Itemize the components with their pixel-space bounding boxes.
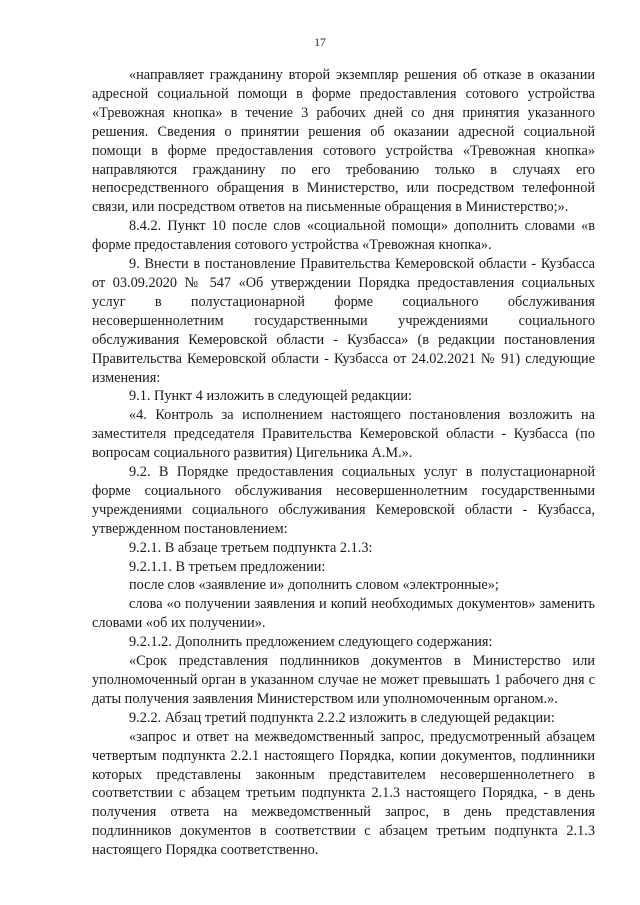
paragraph-9: 9. Внести в постановление Правительства Кемеровской области - Кузбасса от 03.09.2020 № 547 «Об утверждении Порядка предоставления социальных услуг в полустационарной форме социального обслуживания несовершеннолетним государственными учреждениями социального обслуживания Кемеровской области - Кузбасса» (в редакции постановления Правительства Кемеровской области - Кузбасса от 24.02.2021 № 91) следующие изменения: — [92, 256, 595, 386]
paragraph-9-1: 9.1. Пункт 4 изложить в следующей редакции: — [129, 388, 412, 405]
paragraph-9-2-1-2: 9.2.1.2. Дополнить предложением следующего содержания: — [129, 634, 493, 651]
paragraph-9-2: 9.2. В Порядке предоставления социальных услуг в полустационарной форме социального обслуживания несовершеннолетним государственными учреждениями социального обслуживания Кемеровской области - Кузбасса, утвержденном постановлением: — [92, 464, 595, 537]
paragraph-9-2-2: 9.2.2. Абзац третий подпункта 2.2.2 изложить в следующей редакции: — [129, 709, 555, 726]
paragraph-quote-control: «4. Контроль за исполнением настоящего постановления возложить на заместителя председателя Правительства Кемеровской области - Кузбасса (по вопросам социального развития) Цигельника А.М.». — [92, 407, 595, 462]
paragraph-quote-request: «запрос и ответ на межведомственный запрос, предусмотренный абзацем четвертым подпункта 2.2.1 настоящего Порядка, копии документов, подлинники которых представлены законным представителем несовершеннолетнего в соответствии с абзацем третьим подпункта 2.1.3 настоящего Порядка, - в день получения ответа на межведомственный запрос, в день представления подлинников документов в соответствии с абзацем третьим подпункта 2.1.3 настоящего Порядка соответственно. — [92, 728, 595, 859]
paragraph-9-2-1-1: 9.2.1.1. В третьем предложении: — [129, 558, 326, 575]
paragraph-quote-deadline: «Срок представления подлинников документов в Министерство или уполномоченный орган в указанном случае не может превышать 1 рабочего дня с даты получения заявления Министерством или уполномоченным органом.». — [92, 653, 595, 707]
page-number: 17 — [314, 37, 326, 49]
paragraph-9-2-1: 9.2.1. В абзаце третьем подпункта 2.1.3: — [129, 539, 373, 556]
paragraph-add-electronic: после слов «заявление и» дополнить словом «электронные»; — [129, 577, 499, 594]
paragraph-8-4-2: 8.4.2. Пункт 10 после слов «социальной помощи» дополнить словами «в форме предоставления сотового устройства «Тревожная кнопка». — [92, 218, 595, 254]
paragraph-quote-refusal-decision: «направляет гражданину второй экземпляр решения об отказе в оказании адресной социальной помощи в форме предоставления сотового устройства «Тревожная кнопка» в течение 3 рабочих дней со дня принятия указанного решения. Сведения о принятии решения об оказании адресной социальной помощи в форме предоставления сотового устройства «Тревожная кнопка» направляются гражданину по его требованию только в случаях его непосредственного обращения в Министерство, или посредством телефонной связи, или посредством ответов на письменные обращения в Министерство;». — [92, 67, 595, 216]
paragraph-replace-words: слова «о получении заявления и копий необходимых документов» заменить словами «об их получении». — [92, 596, 595, 632]
document-body — [92, 66, 595, 860]
